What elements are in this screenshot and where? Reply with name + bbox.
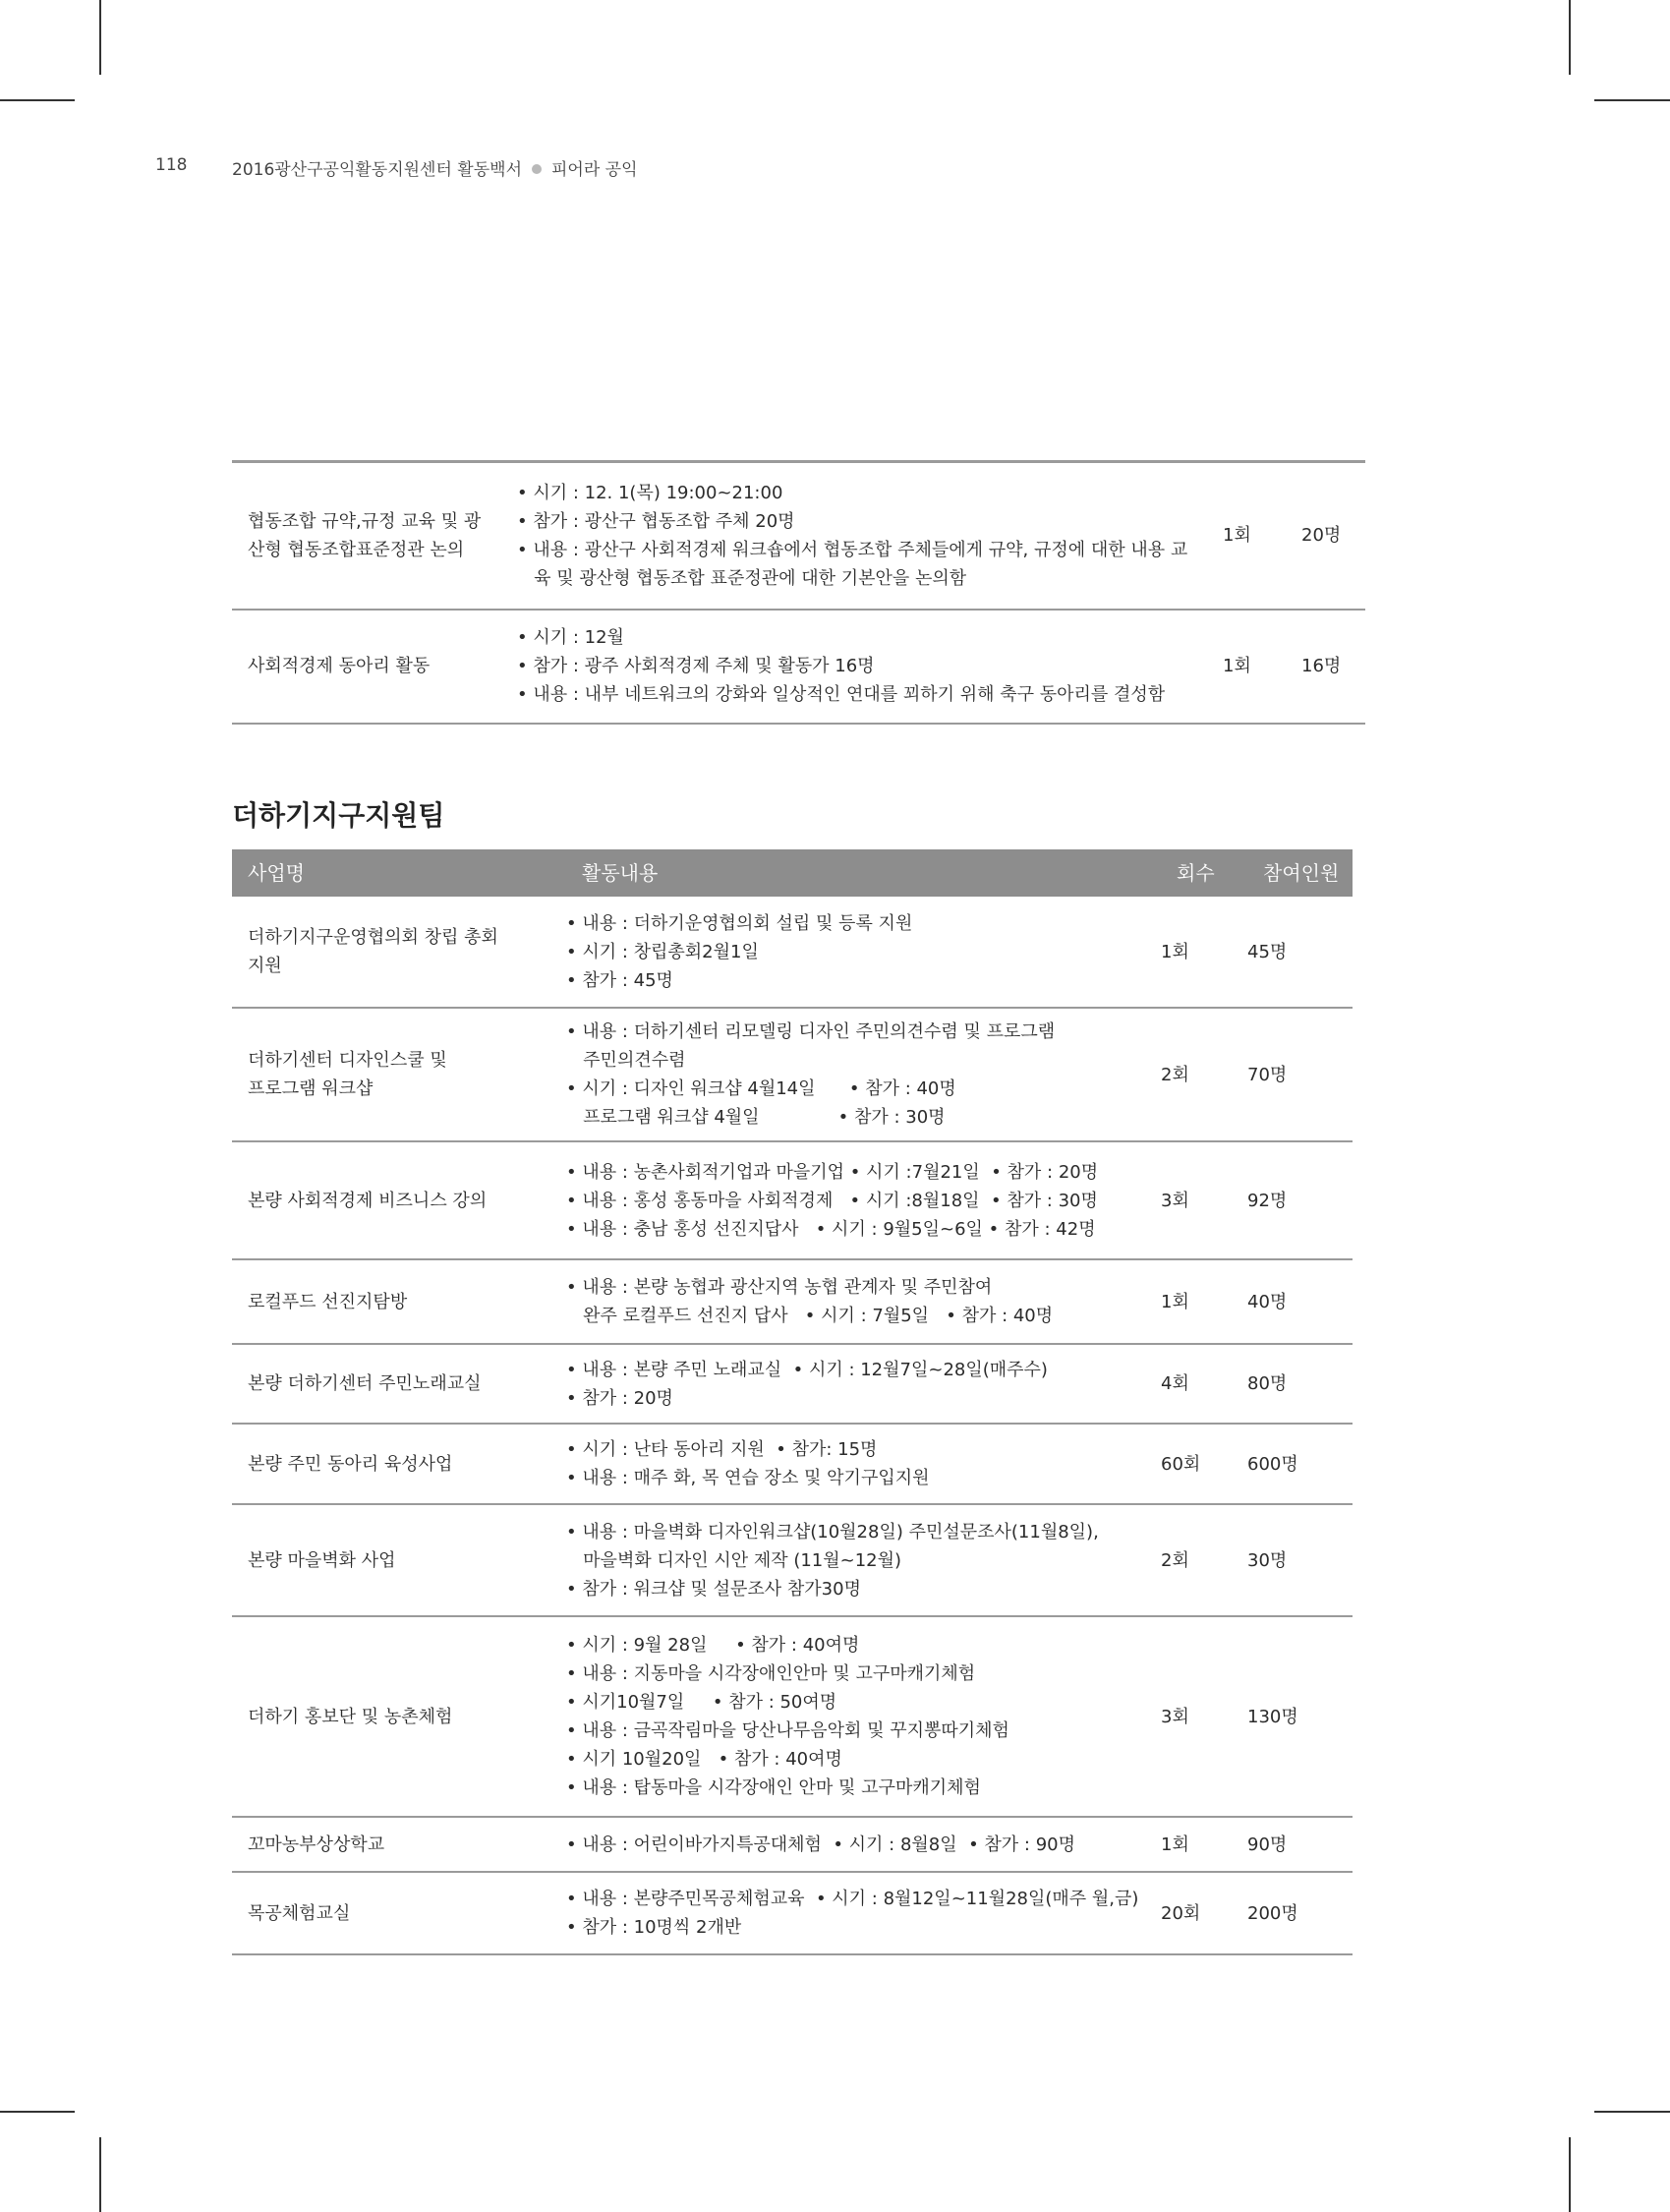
column-header-count: 회수 (1161, 849, 1247, 897)
table-row (232, 1008, 1353, 1141)
table-row (232, 1424, 1353, 1504)
session-count: 20회 (1161, 1872, 1247, 1954)
activity-details: • 시기 : 난타 동아리 지원 • 참가: 15명 • 내용 : 매주 화, 목 연습 장소 및 악기구입지원 (566, 1424, 1161, 1504)
participant-count: 40명 (1247, 1259, 1353, 1344)
session-count: 2회 (1161, 1504, 1247, 1616)
table-row (232, 1817, 1353, 1872)
activity-details: • 시기 : 12. 1(목) 19:00~21:00 • 참가 : 광산구 협동조합 주체 20명 • 내용 : 광산구 사회적경제 워크숍에서 협동조합 주체들에게 규약, 규정에 대한 내용 교 육 및 광산형 협동조합 표준정관에 대한 기본안을 논의함 (517, 462, 1223, 610)
session-count: 3회 (1161, 1616, 1247, 1817)
activity-table-continued (232, 460, 1365, 725)
participant-count: 600명 (1247, 1424, 1353, 1504)
table-row (232, 1504, 1353, 1616)
section-name: 피어라 공익 (551, 160, 638, 180)
header-title-block (232, 155, 638, 180)
table-row (232, 1344, 1353, 1424)
column-header-content: 활동내용 (566, 849, 1161, 897)
participant-count: 92명 (1247, 1141, 1353, 1259)
crop-mark (99, 2137, 101, 2212)
participant-count: 130명 (1247, 1616, 1353, 1817)
project-name: 로컬푸드 선진지탐방 (232, 1259, 566, 1344)
project-name: 꼬마농부상상학교 (232, 1817, 566, 1872)
table-row (232, 610, 1365, 724)
table-header-row (232, 849, 1353, 897)
project-name: 더하기센터 디자인스쿨 및 프로그램 워크샵 (232, 1008, 566, 1141)
book-title: 2016광산구공익활동지원센터 활동백서 (232, 160, 522, 180)
activity-details: • 시기 : 9월 28일 • 참가 : 40여명 • 내용 : 지동마을 시각장애인안마 및 고구마캐기체험 • 시기10월7일 • 참가 : 50여명 • 내용 : 금곡작림마을 당산나무음악회 및 꾸지뽕따기체험 • 시기 10월20일 • 참가 : 40여명 • 내용 : 탑동마을 시각장애인 안마 및 고구마캐기체험 (566, 1616, 1161, 1817)
participant-count: 16명 (1301, 610, 1365, 724)
activity-details: • 내용 : 마을벽화 디자인워크샵(10월28일) 주민설문조사(11월8일), 마을벽화 디자인 시안 제작 (11월~12월) • 참가 : 워크샵 및 설문조사 참가30명 (566, 1504, 1161, 1616)
project-name: 본량 주민 동아리 육성사업 (232, 1424, 566, 1504)
table-row (232, 897, 1353, 1008)
session-count: 1회 (1161, 897, 1247, 1008)
participant-count: 80명 (1247, 1344, 1353, 1424)
activity-details: • 내용 : 농촌사회적기업과 마을기업 • 시기 :7월21일 • 참가 : 20명 • 내용 : 홍성 홍동마을 사회적경제 • 시기 :8월18일 • 참가 : 30명 • 내용 : 충남 홍성 선진지답사 • 시기 : 9월5일~6일 • 참가 : 42명 (566, 1141, 1161, 1259)
table-row (232, 1259, 1353, 1344)
page-number: 118 (155, 155, 188, 175)
project-name: 목공체험교실 (232, 1872, 566, 1954)
session-count: 4회 (1161, 1344, 1247, 1424)
project-name: 협동조합 규약,규정 교육 및 광 산형 협동조합표준정관 논의 (232, 462, 517, 610)
participant-count: 45명 (1247, 897, 1353, 1008)
crop-mark (0, 2111, 75, 2113)
activity-details: • 내용 : 본량 농협과 광산지역 농협 관계자 및 주민참여 완주 로컬푸드 선진지 답사 • 시기 : 7월5일 • 참가 : 40명 (566, 1259, 1161, 1344)
activity-details: • 내용 : 어린이바가지특공대체험 • 시기 : 8월8일 • 참가 : 90명 (566, 1817, 1161, 1872)
crop-mark (1594, 99, 1670, 101)
activity-details: • 시기 : 12월 • 참가 : 광주 사회적경제 주체 및 활동가 16명 • 내용 : 내부 네트워크의 강화와 일상적인 연대를 꾀하기 위해 축구 동아리를 결성함 (517, 610, 1223, 724)
crop-mark (99, 0, 101, 75)
project-name: 사회적경제 동아리 활동 (232, 610, 517, 724)
crop-mark (1569, 2137, 1571, 2212)
project-name: 더하기지구운영협의회 창립 총회 지원 (232, 897, 566, 1008)
session-count: 1회 (1161, 1259, 1247, 1344)
participant-count: 30명 (1247, 1504, 1353, 1616)
project-name: 본량 더하기센터 주민노래교실 (232, 1344, 566, 1424)
participant-count: 70명 (1247, 1008, 1353, 1141)
session-count: 2회 (1161, 1008, 1247, 1141)
table-row (232, 1616, 1353, 1817)
table-row (232, 1872, 1353, 1954)
session-count: 1회 (1161, 1817, 1247, 1872)
project-name: 본량 사회적경제 비즈니스 강의 (232, 1141, 566, 1259)
session-count: 1회 (1223, 462, 1301, 610)
bullet-dot-icon (532, 164, 542, 174)
project-name: 더하기 홍보단 및 농촌체험 (232, 1616, 566, 1817)
crop-mark (1594, 2111, 1670, 2113)
activity-details: • 내용 : 더하기운영협의회 설립 및 등록 지원 • 시기 : 창립총회2월1일 • 참가 : 45명 (566, 897, 1161, 1008)
column-header-name: 사업명 (232, 849, 566, 897)
crop-mark (1569, 0, 1571, 75)
session-count: 60회 (1161, 1424, 1247, 1504)
session-count: 1회 (1223, 610, 1301, 724)
participant-count: 20명 (1301, 462, 1365, 610)
participant-count: 90명 (1247, 1817, 1353, 1872)
section-title: 더하기지구지원팀 (232, 799, 445, 832)
session-count: 3회 (1161, 1141, 1247, 1259)
participant-count: 200명 (1247, 1872, 1353, 1954)
crop-mark (0, 99, 75, 101)
activity-details: • 내용 : 본량 주민 노래교실 • 시기 : 12월7일~28일(매주수) • 참가 : 20명 (566, 1344, 1161, 1424)
team-activity-table (232, 849, 1353, 1955)
project-name: 본량 마을벽화 사업 (232, 1504, 566, 1616)
table-row (232, 462, 1365, 610)
column-header-people: 참여인원 (1247, 849, 1353, 897)
activity-details: • 내용 : 본량주민목공체험교육 • 시기 : 8월12일~11월28일(매주 월,금) • 참가 : 10명씩 2개반 (566, 1872, 1161, 1954)
table-row (232, 1141, 1353, 1259)
activity-details: • 내용 : 더하기센터 리모델링 디자인 주민의견수렴 및 프로그램 주민의견수렴 • 시기 : 디자인 워크샵 4월14일 • 참가 : 40명 프로그램 워크샵 4월일 • 참가 : 30명 (566, 1008, 1161, 1141)
